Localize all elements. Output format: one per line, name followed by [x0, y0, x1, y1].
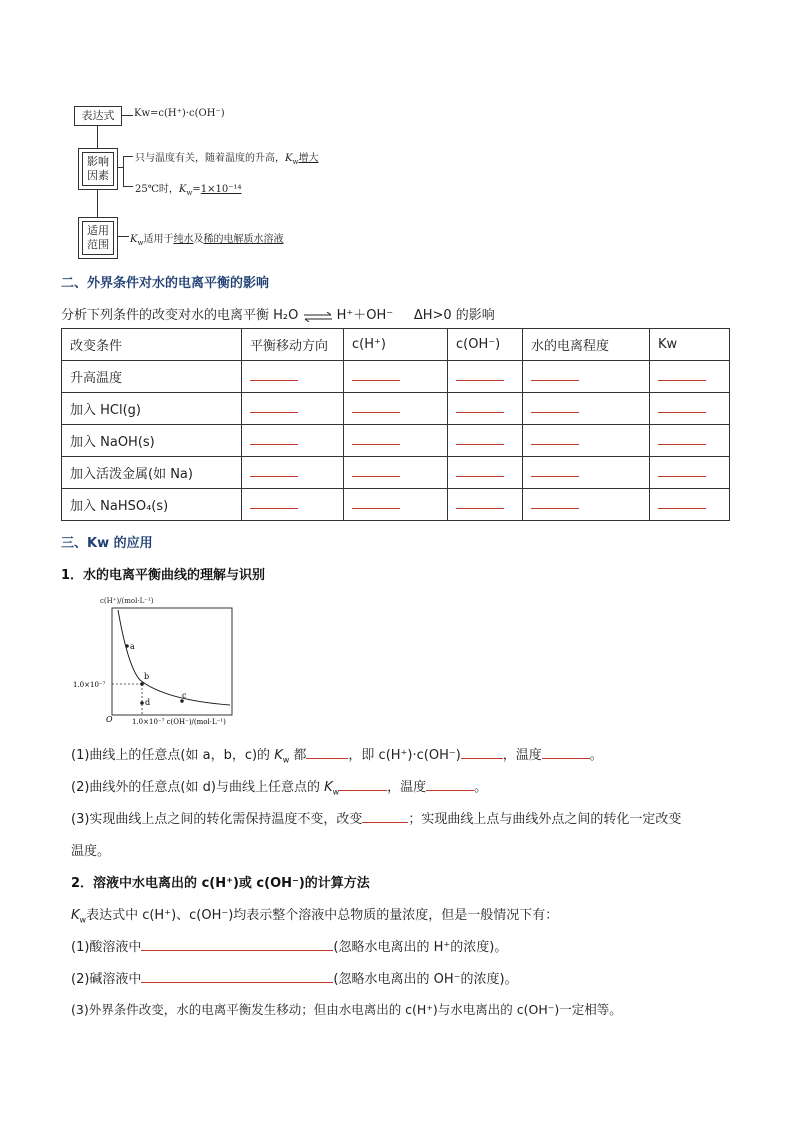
answer-blank[interactable] [352, 496, 400, 509]
subsection1-title: 1．水的电离平衡曲线的理解与识别 [61, 568, 266, 583]
external-conditions-line: (3)外界条件改变，水的电离平衡发生移动；但由水电离出的 c(H⁺)与水电离出的 c(OH⁻)一定相等。 [71, 1002, 622, 1017]
answer-blank[interactable] [250, 432, 298, 445]
point-d [140, 701, 144, 705]
connector-line [123, 156, 133, 157]
scope-box: 适用 范围 [78, 217, 118, 259]
base-solution-line: (2)碱溶液中 (忽略水电离出的 OH⁻的浓度)。 [71, 972, 518, 987]
header-cell: 改变条件 [62, 329, 242, 361]
section2-title: 二、外界条件对水的电离平衡的影响 [61, 276, 270, 291]
origin-label: O [106, 715, 113, 724]
section3-title: 三、Kw 的应用 [61, 536, 153, 551]
expression-box: 表达式 [74, 106, 122, 126]
statement-3: (3)实现曲线上点之间的转化需保持温度不变，改变 ；实现曲线上点与曲线外点之间的转化一定改变 [71, 812, 682, 827]
isotherm-curve [118, 610, 230, 705]
point-a [125, 644, 129, 648]
table-row: 加入 NaOH(s) [62, 425, 730, 457]
equilibrium-arrow-icon [303, 311, 333, 321]
y-tick-label: 1.0×10⁻⁷ [73, 681, 106, 689]
factor-25c: 25℃时，$K_w=1\times 10^{-14}$ [135, 184, 242, 197]
header-cell: 水的电离程度 [523, 329, 650, 361]
connector-line [123, 186, 133, 187]
answer-blank[interactable] [456, 400, 504, 413]
answer-blank[interactable] [339, 778, 387, 791]
table-row: 加入 NaHSO₄(s) [62, 489, 730, 521]
section2-intro: 分析下列条件的改变对水的电离平衡 H₂O H⁺＋OH⁻ ΔH>0 的影响 [61, 308, 495, 323]
answer-blank[interactable] [306, 746, 348, 759]
x-axis-label: 1.0×10⁻⁷ c(OH⁻)/(mol·L⁻¹) [132, 718, 226, 726]
kw-intro: $K_w$表达式中 c(H⁺)、c(OH⁻)均表示整个溶液中总物质的量浓度，但是一般情况下有： [71, 908, 559, 925]
answer-blank[interactable] [352, 368, 400, 381]
statement-1: (1)曲线上的任意点(如 a，b，c)的 $K_w$ 都 ，即 c(H⁺)·c(OH⁻) ，温度 。 [71, 748, 603, 765]
header-cell: Kw [650, 329, 730, 361]
answer-blank[interactable] [352, 400, 400, 413]
answer-blank[interactable] [352, 432, 400, 445]
answer-blank[interactable] [658, 432, 706, 445]
answer-blank[interactable] [531, 400, 579, 413]
conditions-table [61, 328, 730, 521]
header-cell: 平衡移动方向 [242, 329, 344, 361]
answer-blank[interactable] [456, 464, 504, 477]
answer-blank[interactable] [141, 938, 333, 951]
table-header-row [62, 329, 730, 361]
statement-3-cont: 温度。 [71, 844, 111, 859]
acid-solution-line: (1)酸溶液中 (忽略水电离出的 H⁺的浓度)。 [71, 940, 508, 955]
answer-blank[interactable] [250, 368, 298, 381]
factors-box: 影响 因素 [78, 148, 118, 190]
answer-blank[interactable] [658, 464, 706, 477]
point-c-label: c [182, 691, 187, 700]
statement-2: (2)曲线外的任意点(如 d)与曲线上任意点的 $K_w$ ，温度 。 [71, 780, 488, 797]
point-a-label: a [130, 642, 135, 651]
answer-blank[interactable] [352, 464, 400, 477]
answer-blank[interactable] [426, 778, 474, 791]
scope-text: $K_w$适用于纯水及稀的电解质水溶液 [130, 234, 284, 247]
answer-blank[interactable] [456, 496, 504, 509]
table-row: 升高温度 [62, 361, 730, 393]
factor-temperature: 只与温度有关，随着温度的升高，$K_w$增大 [135, 153, 319, 166]
answer-blank[interactable] [456, 432, 504, 445]
answer-blank[interactable] [531, 464, 579, 477]
subsection2-title: 2．溶液中水电离出的 c(H⁺)或 c(OH⁻)的计算方法 [71, 876, 370, 891]
connector-line [121, 115, 133, 116]
point-d-label: d [145, 698, 151, 707]
table-row: 加入 HCl(g) [62, 393, 730, 425]
water-ionization-curve [70, 592, 240, 732]
answer-blank[interactable] [531, 432, 579, 445]
answer-blank[interactable] [362, 810, 408, 823]
answer-blank[interactable] [456, 368, 504, 381]
header-cell: c(H⁺) [344, 329, 448, 361]
kw-expression: Kw=c(H⁺)·c(OH⁻) [134, 108, 225, 119]
point-b [140, 682, 144, 686]
answer-blank[interactable] [141, 970, 333, 983]
connector-line [97, 189, 98, 217]
answer-blank[interactable] [250, 400, 298, 413]
answer-blank[interactable] [531, 368, 579, 381]
connector-line [123, 156, 124, 186]
point-b-label: b [144, 672, 150, 681]
answer-blank[interactable] [542, 746, 590, 759]
table-row: 加入活泼金属(如 Na) [62, 457, 730, 489]
answer-blank[interactable] [658, 400, 706, 413]
answer-blank[interactable] [531, 496, 579, 509]
connector-line [117, 236, 129, 237]
answer-blank[interactable] [658, 368, 706, 381]
answer-blank[interactable] [250, 464, 298, 477]
header-cell: c(OH⁻) [448, 329, 523, 361]
answer-blank[interactable] [461, 746, 503, 759]
answer-blank[interactable] [250, 496, 298, 509]
connector-line [97, 125, 98, 148]
answer-blank[interactable] [658, 496, 706, 509]
y-axis-label: c(H⁺)/(mol·L⁻¹) [100, 597, 154, 605]
